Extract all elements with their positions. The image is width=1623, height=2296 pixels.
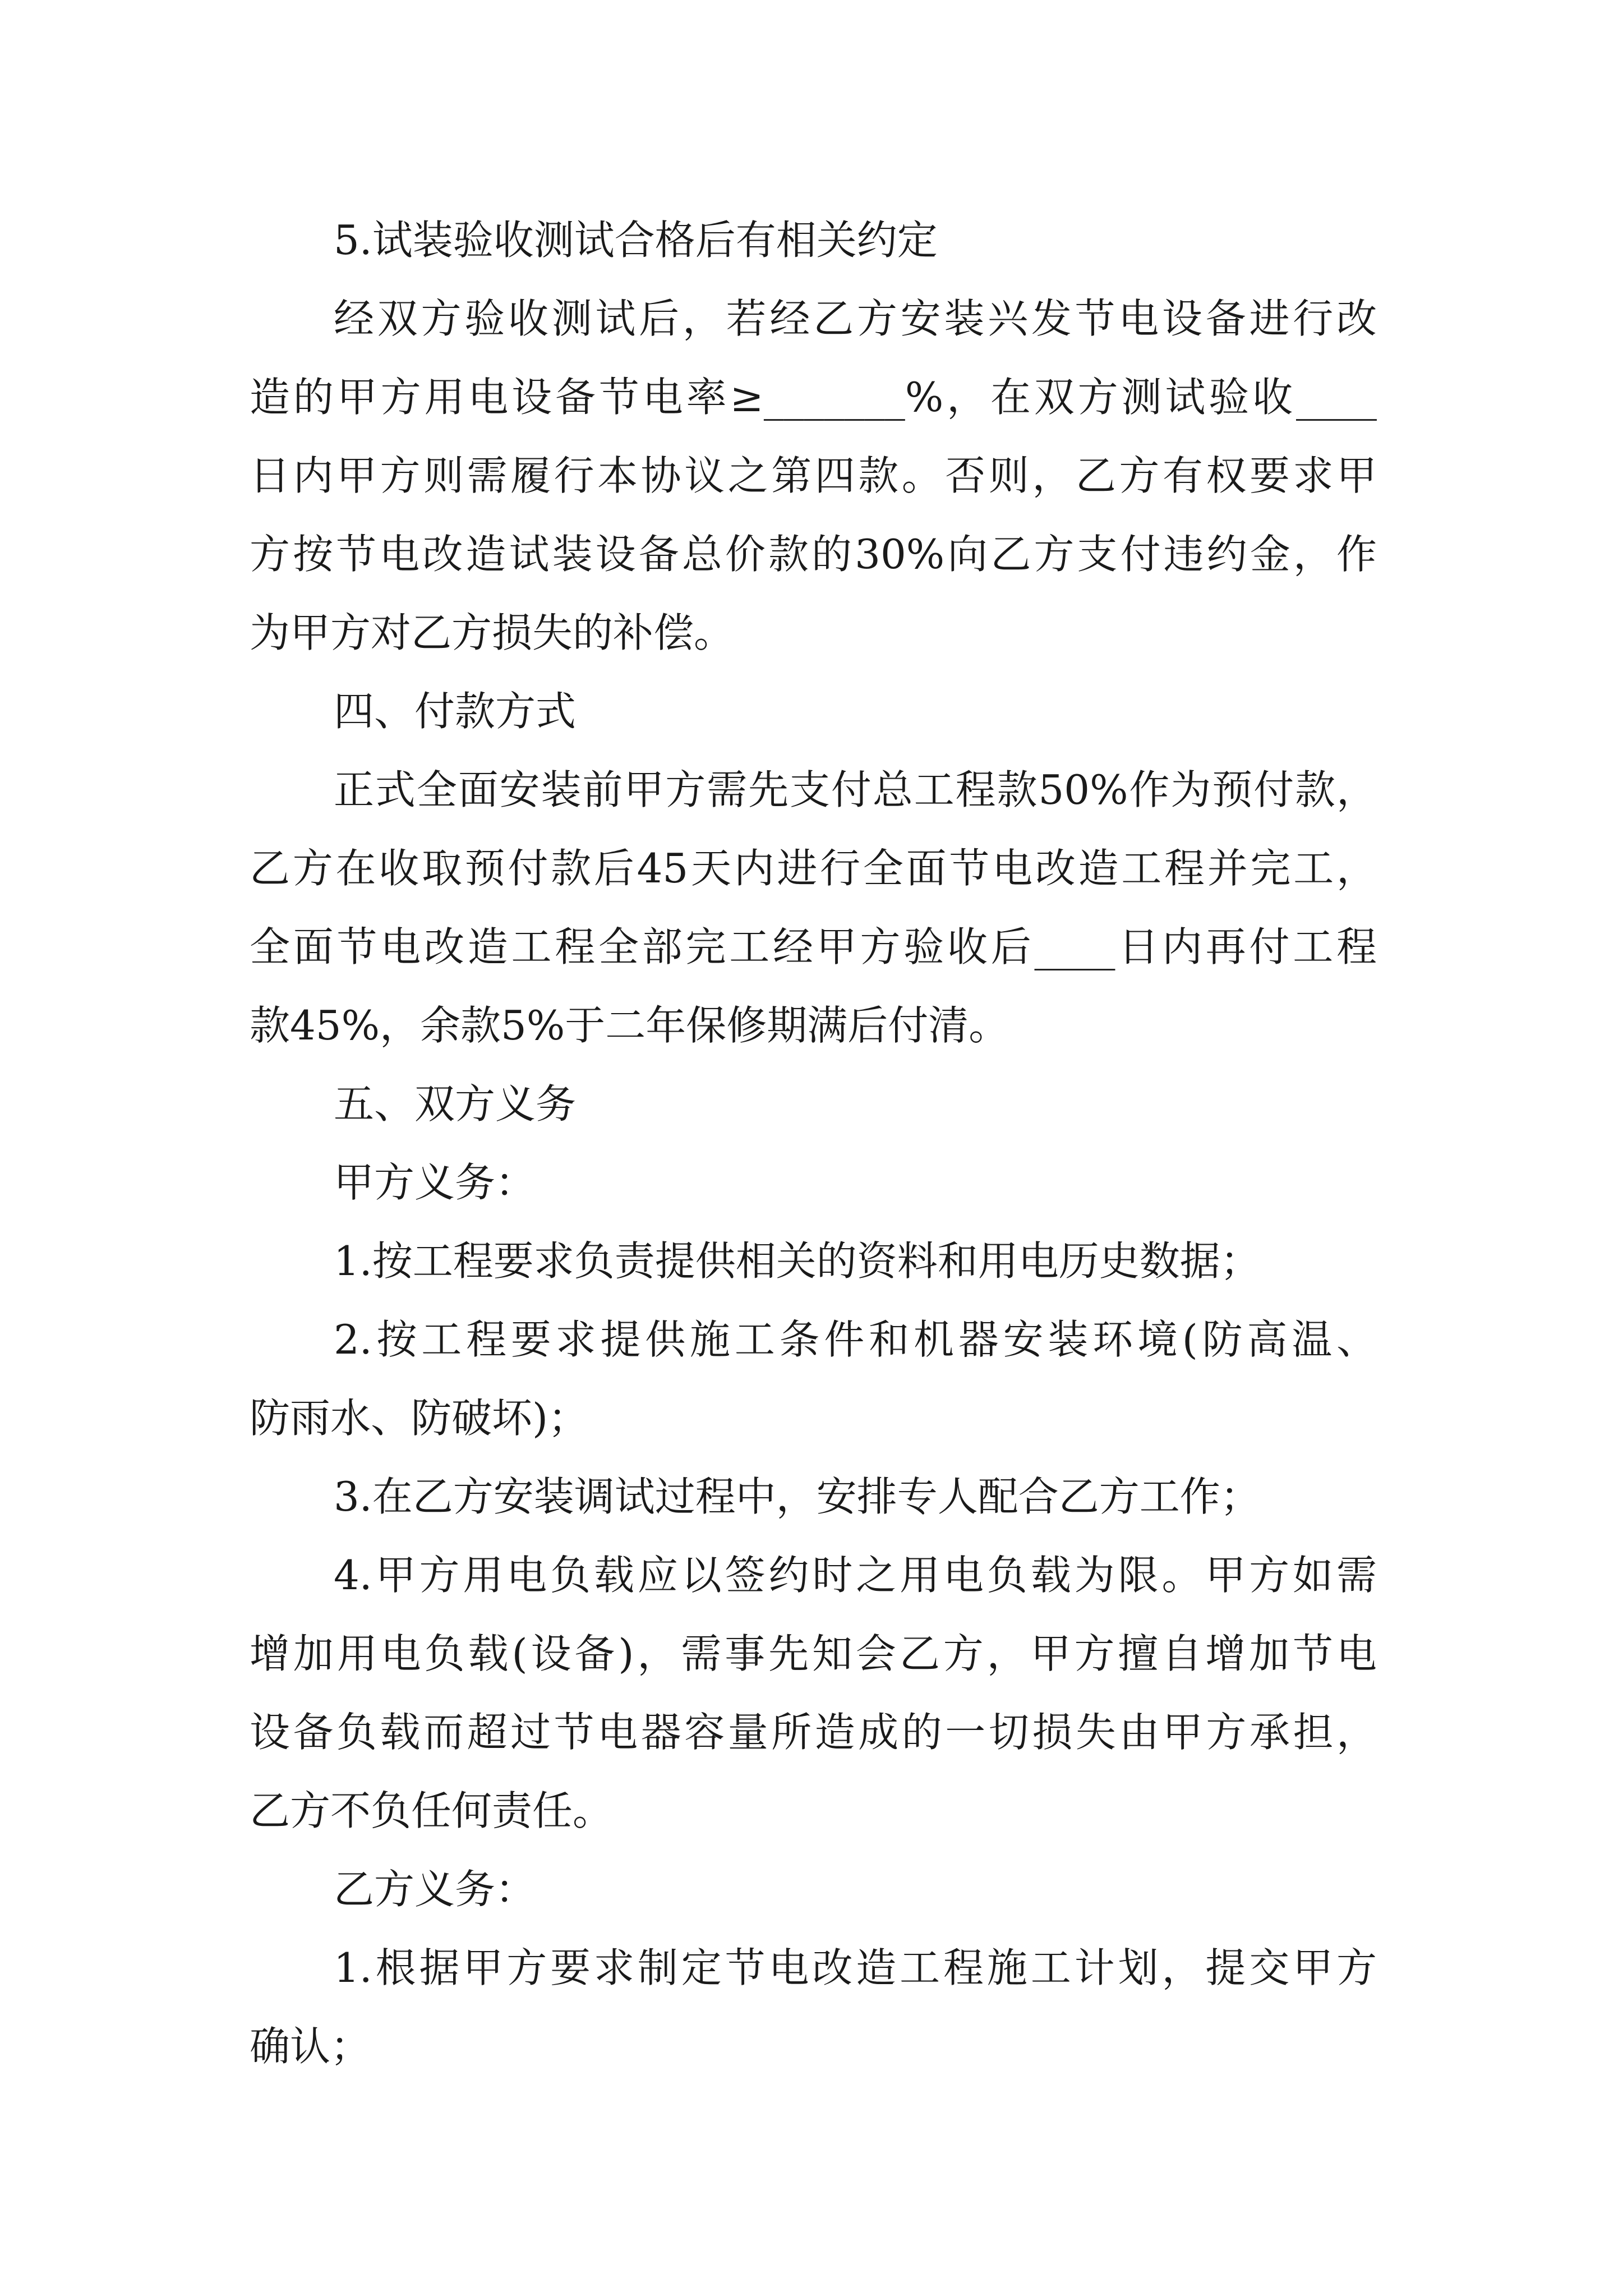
list-item-continuation: 确认； [250, 2023, 371, 2070]
paragraph-line: 正式全面安装前甲方需先支付总工程款50%作为预付款， [334, 766, 1377, 813]
list-item-continuation: 设备负载而超过节电器容量所造成的一切损失由甲方承担， [250, 1709, 1377, 1756]
paragraph-line: 造的甲方用电设备节电率≥_______%，在双方测试验收____ [250, 374, 1377, 421]
section-heading-payment: 四、付款方式 [334, 688, 577, 735]
list-item-continuation: 增加用电负载(设备)，需事先知会乙方，甲方擅自增加节电 [250, 1630, 1377, 1677]
list-item-continuation: 防雨水、防破坏)； [250, 1395, 589, 1442]
list-item: 3.在乙方安装调试过程中，安排专人配合乙方工作； [334, 1473, 1261, 1520]
paragraph-line: 日内甲方则需履行本协议之第四款。否则，乙方有权要求甲 [250, 452, 1377, 499]
subheading-party-a: 甲方义务： [334, 1159, 536, 1206]
list-item: 2.按工程要求提供施工条件和机器安装环境(防高温、 [334, 1316, 1377, 1363]
paragraph-line: 经双方验收测试后，若经乙方安装兴发节电设备进行改 [334, 295, 1377, 342]
paragraph-line: 全面节电改造工程全部完工经甲方验收后____日内再付工程 [250, 923, 1377, 970]
subheading-party-b: 乙方义务： [334, 1866, 536, 1913]
list-item: 4.甲方用电负载应以签约时之用电负载为限。甲方如需 [334, 1552, 1377, 1599]
paragraph-line: 款45%，余款5%于二年保修期满后付清。 [250, 1002, 1009, 1049]
section-heading-acceptance: 5.试装验收测试合格后有相关约定 [334, 217, 938, 264]
list-item: 1.根据甲方要求制定节电改造工程施工计划，提交甲方 [334, 1944, 1377, 1991]
paragraph-line: 为甲方对乙方损失的补偿。 [250, 609, 735, 656]
list-item-continuation: 乙方不负任何责任。 [250, 1787, 614, 1834]
list-item: 1.按工程要求负责提供相关的资料和用电历史数据； [334, 1237, 1261, 1285]
section-heading-obligations: 五、双方义务 [334, 1080, 577, 1128]
paragraph-line: 方按节电改造试装设备总价款的30%向乙方支付违约金，作 [250, 531, 1377, 578]
paragraph-line: 乙方在收取预付款后45天内进行全面节电改造工程并完工， [250, 845, 1377, 892]
